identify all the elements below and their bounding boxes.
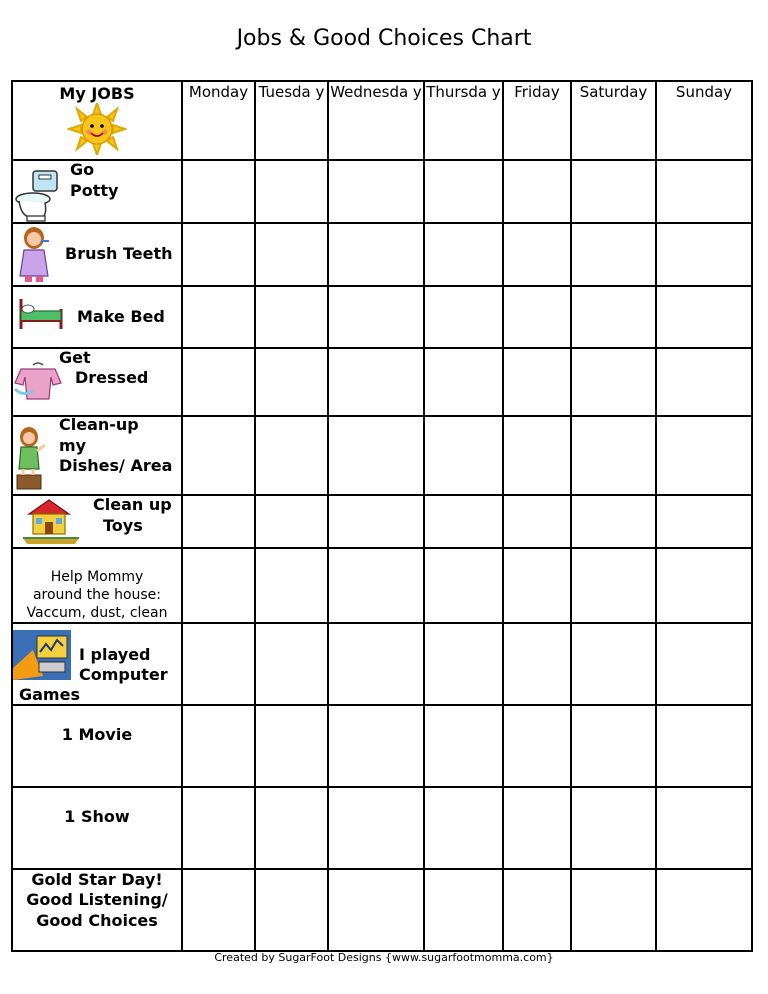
job-label-cell — [12, 495, 182, 548]
job-row-show — [12, 787, 752, 869]
day-header-wednesday: Wednesda y — [328, 81, 424, 160]
job-label-line3: Dishes/ Area — [59, 456, 173, 475]
mark-cell[interactable] — [328, 548, 424, 623]
mark-cell[interactable] — [424, 623, 503, 705]
mark-cell[interactable] — [656, 705, 752, 787]
job-row-clean-dishes — [12, 416, 752, 495]
mark-cell[interactable] — [503, 286, 571, 348]
mark-cell[interactable] — [328, 416, 424, 495]
mark-cell[interactable] — [571, 495, 656, 548]
job-row-movie — [12, 705, 752, 787]
mark-cell[interactable] — [255, 223, 328, 286]
mark-cell[interactable] — [424, 160, 503, 223]
mark-cell[interactable] — [424, 223, 503, 286]
mark-cell[interactable] — [503, 787, 571, 869]
job-label-line2: Toys — [103, 516, 143, 535]
mark-cell[interactable] — [424, 416, 503, 495]
job-label-cell — [12, 416, 182, 495]
mark-cell[interactable] — [571, 348, 656, 416]
job-label-line2: Computer — [79, 665, 168, 684]
mark-cell[interactable] — [503, 869, 571, 951]
day-header-thursday: Thursda y — [424, 81, 503, 160]
mark-cell[interactable] — [503, 416, 571, 495]
mark-cell[interactable] — [571, 416, 656, 495]
mark-cell[interactable] — [656, 495, 752, 548]
job-label-line3: Games — [19, 685, 80, 704]
jobs-header-label: My JOBS — [59, 84, 135, 103]
job-label-line3: Good Choices — [36, 911, 158, 930]
job-label-line2: Potty — [70, 181, 119, 200]
mark-cell[interactable] — [503, 223, 571, 286]
mark-cell[interactable] — [255, 286, 328, 348]
job-label-cell — [12, 787, 182, 869]
mark-cell[interactable] — [182, 705, 255, 787]
mark-cell[interactable] — [328, 223, 424, 286]
job-label-line1: Go — [70, 160, 95, 179]
mark-cell[interactable] — [255, 869, 328, 951]
mark-cell[interactable] — [571, 286, 656, 348]
mark-cell[interactable] — [255, 548, 328, 623]
mark-cell[interactable] — [255, 623, 328, 705]
job-row-go-potty — [12, 160, 752, 223]
toy-house-icon — [21, 496, 81, 546]
mark-cell[interactable] — [328, 705, 424, 787]
job-label-cell — [12, 705, 182, 787]
job-label-line1: Gold Star Day! — [31, 870, 163, 889]
mark-cell[interactable] — [571, 548, 656, 623]
mark-cell[interactable] — [656, 787, 752, 869]
footer-credit: Created by SugarFoot Designs {www.sugarfootmomma.com} — [214, 951, 554, 964]
mark-cell[interactable] — [424, 869, 503, 951]
day-header-saturday: Saturday — [571, 81, 656, 160]
mark-cell[interactable] — [656, 869, 752, 951]
mark-cell[interactable] — [503, 548, 571, 623]
job-label-line1: Help Mommy — [50, 569, 144, 585]
job-label-line1: I played — [79, 645, 151, 664]
mark-cell[interactable] — [424, 787, 503, 869]
job-label-cell — [12, 869, 182, 951]
mark-cell[interactable] — [328, 286, 424, 348]
job-label-line1: Get — [59, 348, 91, 367]
page-title: Jobs & Good Choices Chart — [236, 26, 532, 51]
mark-cell[interactable] — [328, 869, 424, 951]
mark-cell[interactable] — [182, 548, 255, 623]
job-row-make-bed — [12, 286, 752, 348]
job-label-line1: Make Bed — [77, 307, 165, 326]
mark-cell[interactable] — [182, 623, 255, 705]
mark-cell[interactable] — [182, 869, 255, 951]
mark-cell[interactable] — [503, 495, 571, 548]
girl-dishes-icon — [13, 425, 47, 493]
mark-cell[interactable] — [656, 160, 752, 223]
jobs-header-cell — [12, 81, 182, 160]
job-row-computer-games — [12, 623, 752, 705]
mark-cell[interactable] — [503, 705, 571, 787]
job-label-line2: Good Listening/ — [26, 890, 168, 909]
mark-cell[interactable] — [424, 286, 503, 348]
mark-cell[interactable] — [182, 160, 255, 223]
mark-cell[interactable] — [424, 348, 503, 416]
day-header-tuesday: Tuesda y — [255, 81, 328, 160]
day-header-monday: Monday — [182, 81, 255, 160]
job-label-line1: 1 Show — [64, 807, 130, 826]
mark-cell[interactable] — [503, 160, 571, 223]
mark-cell[interactable] — [571, 223, 656, 286]
job-label-line3: Vaccum, dust, clean — [26, 605, 168, 621]
job-label-line1: Clean-up — [59, 415, 139, 434]
job-label-cell — [12, 160, 182, 223]
mark-cell[interactable] — [656, 623, 752, 705]
job-row-brush-teeth — [12, 223, 752, 286]
mark-cell[interactable] — [571, 869, 656, 951]
job-label-line2: Dressed — [75, 368, 149, 387]
job-label-line1: 1 Movie — [61, 725, 133, 744]
mark-cell[interactable] — [328, 495, 424, 548]
toilet-icon — [15, 169, 61, 223]
girl-brushing-icon — [17, 226, 51, 284]
mark-cell[interactable] — [182, 223, 255, 286]
mark-cell[interactable] — [656, 348, 752, 416]
mark-cell[interactable] — [424, 705, 503, 787]
job-label-cell — [12, 223, 182, 286]
mark-cell[interactable] — [182, 286, 255, 348]
mark-cell[interactable] — [571, 160, 656, 223]
mark-cell[interactable] — [424, 495, 503, 548]
mark-cell[interactable] — [656, 223, 752, 286]
chore-chart-table — [11, 80, 753, 952]
day-header-friday: Friday — [503, 81, 571, 160]
job-label-line1: Clean up — [93, 495, 172, 514]
mark-cell[interactable] — [571, 705, 656, 787]
sun-icon — [67, 103, 127, 155]
mark-cell[interactable] — [571, 787, 656, 869]
job-label-cell — [12, 548, 182, 623]
job-row-clean-toys — [12, 495, 752, 548]
mark-cell[interactable] — [255, 705, 328, 787]
clothes-icon — [13, 361, 63, 403]
mark-cell[interactable] — [255, 495, 328, 548]
day-header-sunday: Sunday — [656, 81, 752, 160]
mark-cell[interactable] — [182, 787, 255, 869]
mark-cell[interactable] — [424, 548, 503, 623]
job-label-line2: my — [59, 436, 87, 455]
mark-cell[interactable] — [255, 787, 328, 869]
mark-cell[interactable] — [255, 348, 328, 416]
mark-cell[interactable] — [503, 348, 571, 416]
job-row-get-dressed — [12, 348, 752, 416]
mark-cell[interactable] — [182, 348, 255, 416]
bed-icon — [17, 295, 65, 331]
mark-cell[interactable] — [571, 623, 656, 705]
mark-cell[interactable] — [656, 416, 752, 495]
job-row-help-mommy — [12, 548, 752, 623]
mark-cell[interactable] — [182, 495, 255, 548]
mark-cell[interactable] — [328, 787, 424, 869]
job-label-cell — [12, 348, 182, 416]
computer-icon — [13, 630, 71, 680]
mark-cell[interactable] — [328, 160, 424, 223]
job-label-cell — [12, 623, 182, 705]
mark-cell[interactable] — [328, 623, 424, 705]
mark-cell[interactable] — [656, 548, 752, 623]
mark-cell[interactable] — [656, 286, 752, 348]
job-label-line1: Brush Teeth — [65, 244, 173, 263]
mark-cell[interactable] — [503, 623, 571, 705]
header-row — [12, 81, 752, 160]
job-row-gold-star-day — [12, 869, 752, 951]
job-label-cell — [12, 286, 182, 348]
mark-cell[interactable] — [255, 160, 328, 223]
job-label-line2: around the house: — [32, 587, 162, 603]
mark-cell[interactable] — [182, 416, 255, 495]
mark-cell[interactable] — [255, 416, 328, 495]
mark-cell[interactable] — [328, 348, 424, 416]
